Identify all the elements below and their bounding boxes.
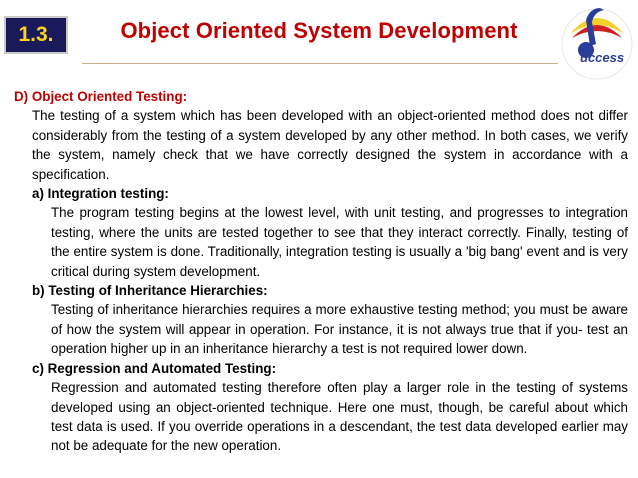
title-divider — [82, 63, 558, 64]
slide-number-badge: 1.3. — [4, 16, 68, 54]
subsection-text-c: Regression and automated testing therefore often play a larger role in the testing of systems developed using an object-oriented technique. Here one must, though, be careful about which test data is used. If you override operations in a descendant, the test data developed earlier may not be adequate for the new operation. — [51, 380, 628, 454]
section-intro: The testing of a system which has been developed with an object-oriented method does not differ considerably from the testing of a system developed by any other method. In both cases, we verify the system, namely check that we have correctly designed the system in accordance with a specification. — [32, 108, 628, 182]
subsection-heading-c: c) Regression and Automated Testing: — [32, 360, 277, 376]
success-logo — [560, 4, 634, 82]
logo-text: uccess — [580, 50, 625, 65]
slide-body — [14, 87, 628, 456]
subsection-text-a: The program testing begins at the lowest level, with unit testing, and progresses to integration testing, where the units are tested together to see that they interact correctly. Finally, testing of the entire system is done. Traditionally, integration testing is usually a 'big bang' event and is very critical during system development. — [51, 205, 628, 279]
section-heading: D) Object Oriented Testing: — [14, 89, 188, 104]
subsection-text-b: Testing of inheritance hierarchies requires a more exhaustive testing method; you must be aware of how the system will appear in operation. For instance, it is not always true that if you- test an operation higher up in an inheritance hierarchy a test is not required lower down. — [51, 302, 628, 357]
subsection-heading-a: a) Integration testing: — [32, 186, 169, 202]
subsection-heading-b: b) Testing of Inheritance Hierarchies: — [32, 283, 268, 299]
slide-title: Object Oriented System Development — [120, 18, 518, 43]
